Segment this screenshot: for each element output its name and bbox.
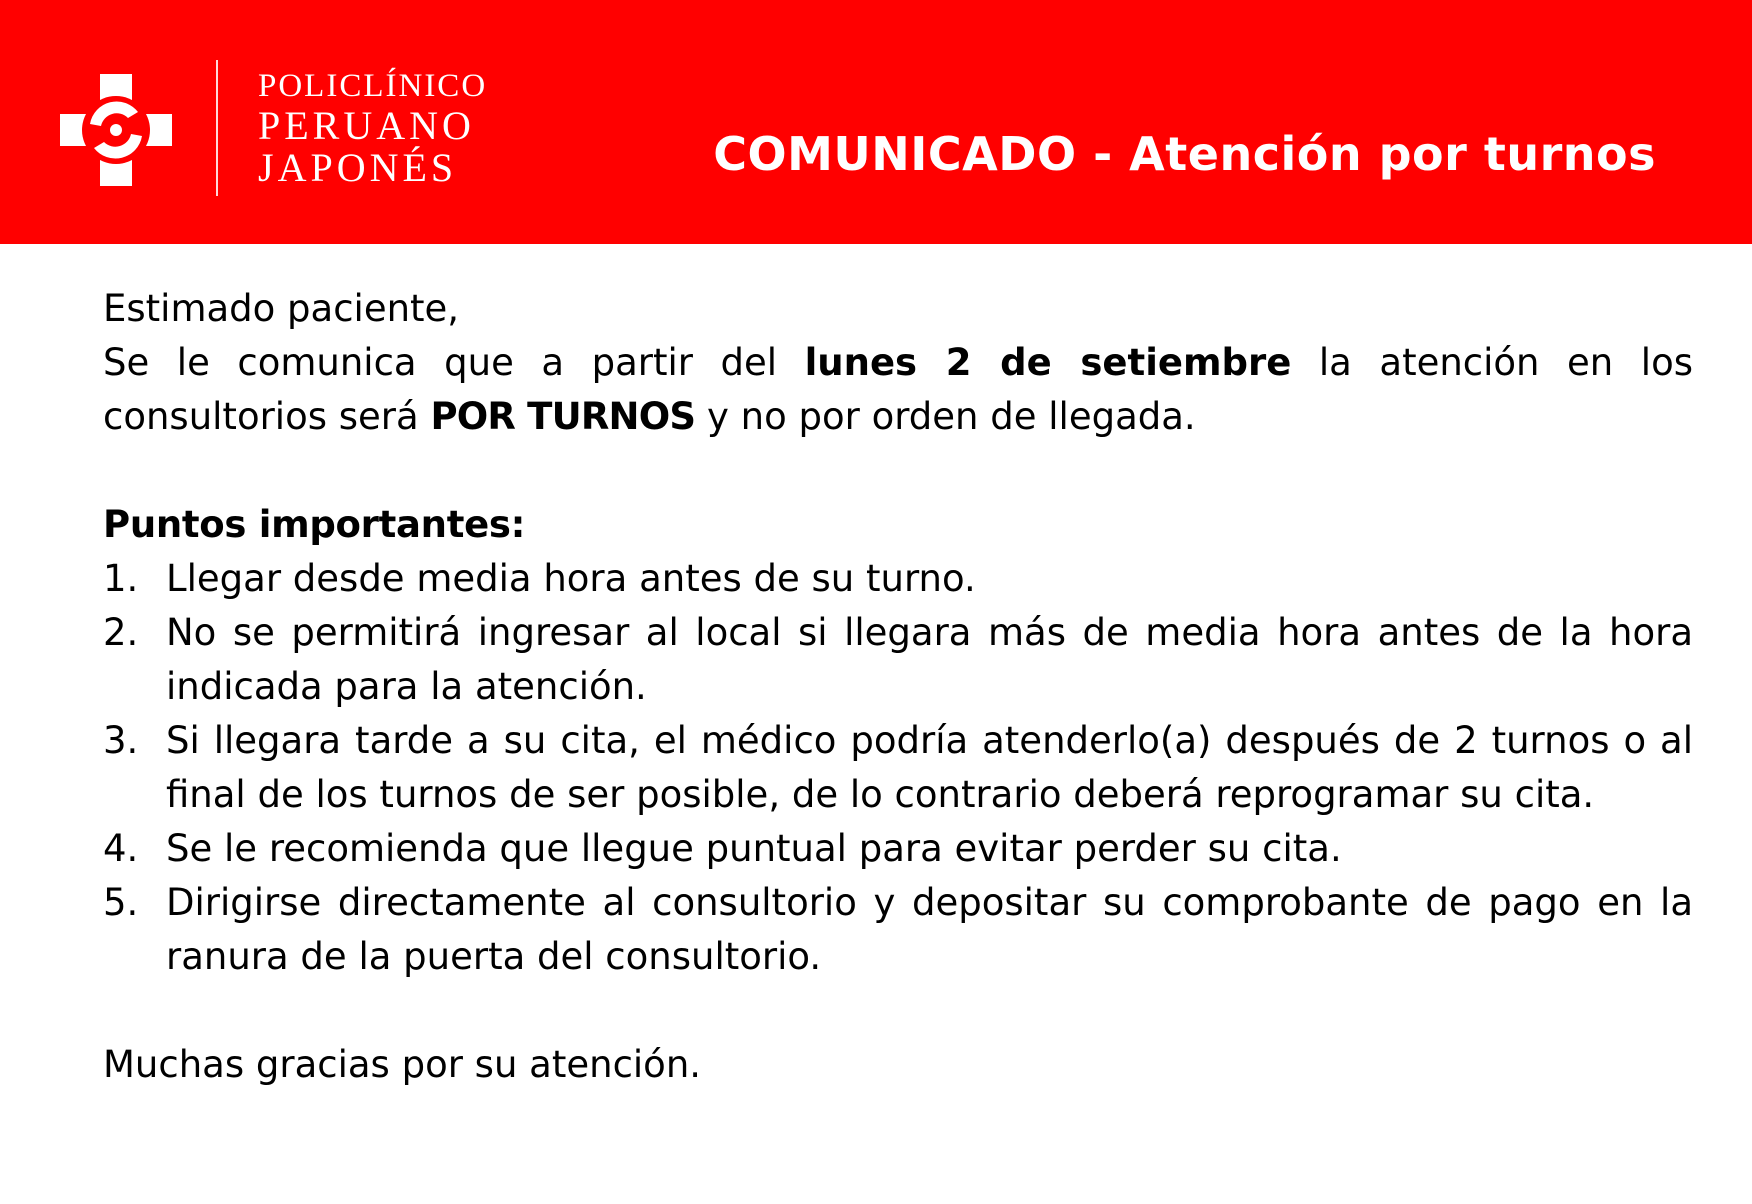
closing: Muchas gracias por su atención. bbox=[103, 1043, 702, 1086]
list-number: 2. bbox=[103, 611, 139, 654]
list-item bbox=[103, 714, 1693, 822]
spacer bbox=[103, 444, 1693, 498]
logo-wordmark bbox=[258, 70, 487, 188]
spacer bbox=[103, 984, 1693, 1038]
list-number: 3. bbox=[103, 719, 139, 762]
logo-line-3: JAPONÉS bbox=[258, 145, 458, 190]
list-text: No se permitirá ingresar al local si llegara más de media hora antes de la hora indicada para la atención. bbox=[166, 611, 1693, 708]
turns-emphasis: POR TURNOS bbox=[430, 395, 696, 438]
intro-text-3: y no por orden de llegada. bbox=[695, 395, 1196, 438]
list-number: 1. bbox=[103, 557, 139, 600]
logo-line-1: POLICLÍNICO bbox=[258, 68, 488, 104]
list-number: 4. bbox=[103, 827, 139, 870]
start-date: lunes 2 de setiembre bbox=[804, 341, 1292, 384]
list-item bbox=[103, 822, 1693, 876]
cross-logo-icon bbox=[60, 74, 172, 186]
list-item bbox=[103, 606, 1693, 714]
intro-text-1: Se le comunica que a partir del bbox=[103, 341, 805, 384]
list-text: Dirigirse directamente al consultorio y depositar su comprobante de pago en la ranura de la puerta del consultorio. bbox=[166, 881, 1693, 978]
logo-divider bbox=[216, 60, 218, 196]
list-item bbox=[103, 552, 1693, 606]
logo-line-2: PERUANO bbox=[258, 103, 475, 148]
subheading: Puntos importantes: bbox=[103, 503, 526, 546]
points-list bbox=[103, 552, 1693, 984]
page-title: COMUNICADO - Atención por turnos bbox=[713, 127, 1656, 181]
intro-paragraph bbox=[103, 336, 1693, 444]
list-text: Llegar desde media hora antes de su turno. bbox=[166, 557, 976, 600]
greeting: Estimado paciente, bbox=[103, 287, 460, 330]
list-text: Si llegara tarde a su cita, el médico podría atenderlo(a) después de 2 turnos o al final de los turnos de ser posible, de lo contrario deberá reprogramar su cita. bbox=[166, 719, 1693, 816]
list-text: Se le recomienda que llegue puntual para evitar perder su cita. bbox=[166, 827, 1342, 870]
notice-body bbox=[103, 282, 1693, 1092]
intro-text-2: la atención en los consultorios será bbox=[103, 341, 1693, 438]
header-banner bbox=[0, 0, 1752, 244]
list-number: 5. bbox=[103, 881, 139, 924]
list-item bbox=[103, 876, 1693, 984]
